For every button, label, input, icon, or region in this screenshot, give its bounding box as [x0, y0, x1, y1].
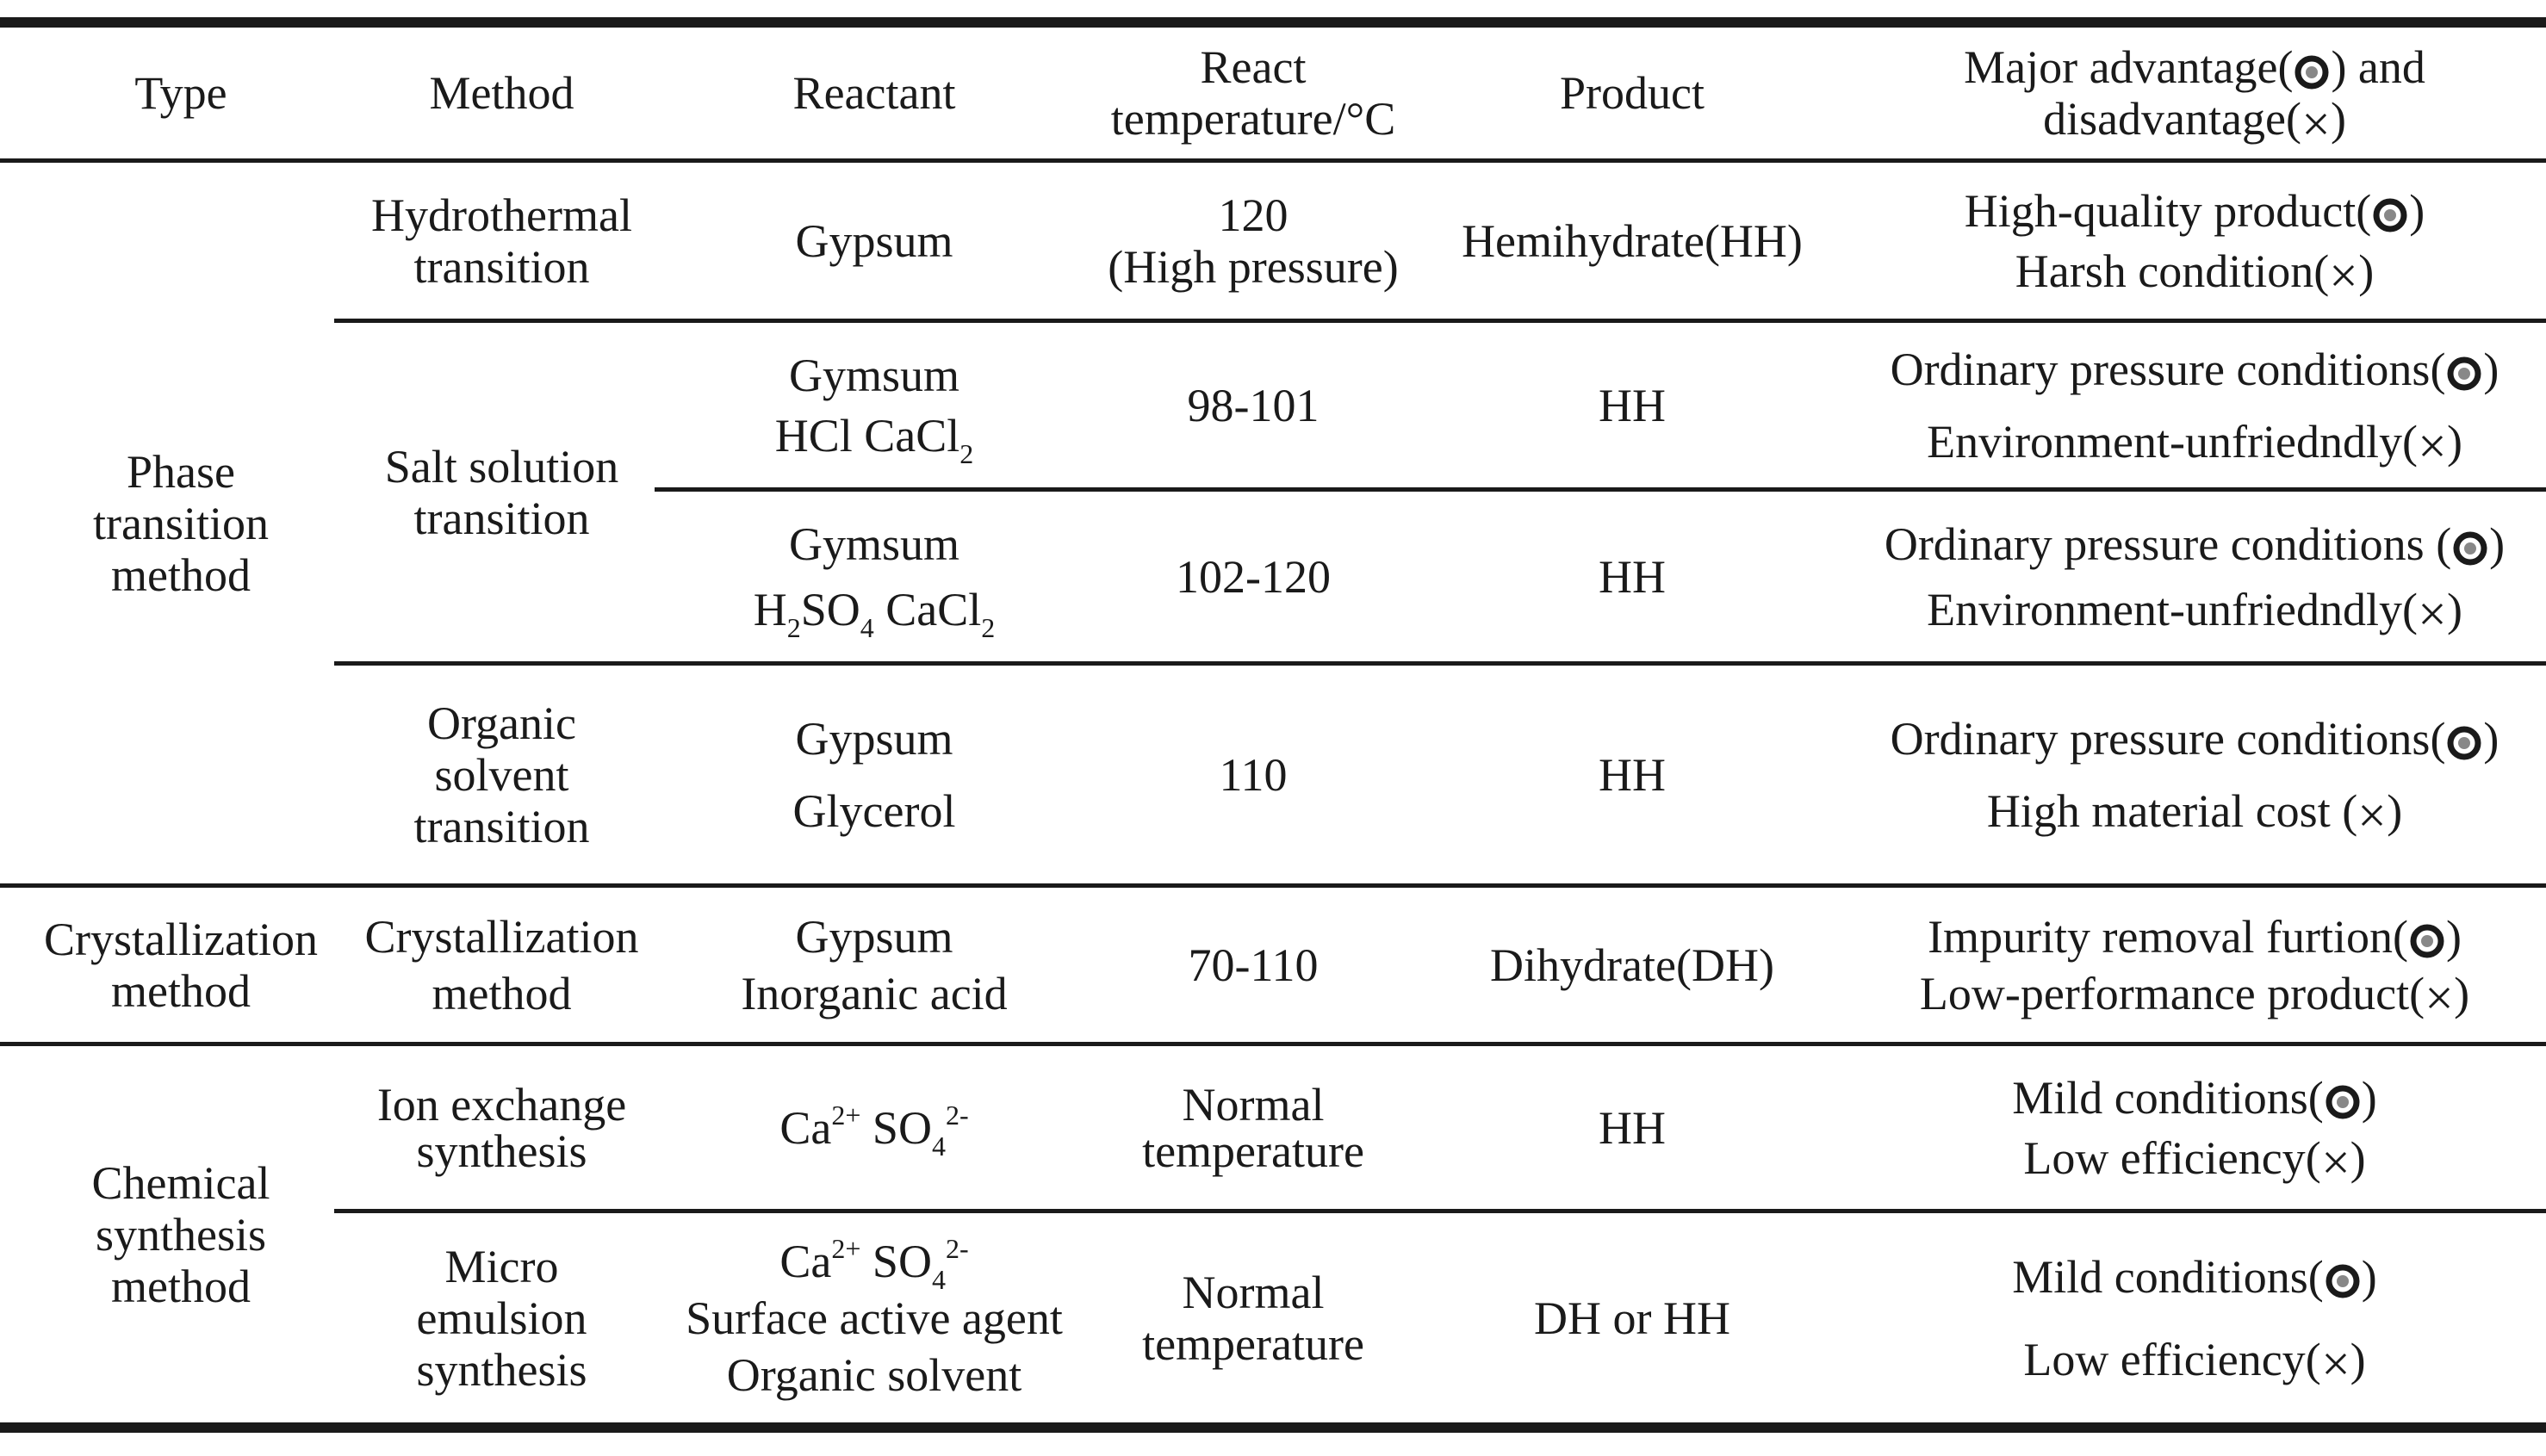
disadvantage-cross-icon	[2425, 983, 2454, 1013]
row0-method: Hydrothermal transition	[371, 189, 632, 293]
row3-method: Organic solvent transition	[413, 697, 590, 852]
row6-advantage: Mild conditions( ) Low efficiency( )	[2012, 1250, 2377, 1385]
row5-reactant: $Ca^{2+}$ $SO_4^{2-}$	[779, 1099, 969, 1162]
type-chemical-synthesis: Chemical synthesis method	[91, 1156, 270, 1312]
row2-advantage: Ordinary pressure conditions ( ) Environment-unfriedndly( )	[1884, 517, 2506, 635]
advantage-circle-icon	[2371, 196, 2409, 234]
row6-method: Micro emulsion synthesis	[416, 1240, 587, 1396]
disadvantage-cross-icon	[2418, 599, 2447, 629]
type-crystallization: Crystallization method	[44, 913, 318, 1017]
advantage-circle-icon	[2324, 1262, 2362, 1300]
row4-temperature: 70-110	[1188, 939, 1319, 991]
advantage-circle-icon	[2408, 922, 2446, 960]
row0-reactant: Gypsum	[795, 214, 953, 267]
row5-method: Ion exchange synthesis	[376, 1078, 627, 1177]
disadvantage-cross-icon	[2321, 1148, 2350, 1177]
row3-reactant: Gypsum Glycerol	[792, 712, 956, 837]
row0-product: Hemihydrate(HH)	[1462, 214, 1803, 267]
advantage-circle-icon	[2324, 1083, 2362, 1121]
row3-advantage: Ordinary pressure conditions( ) High material cost ( )	[1890, 712, 2499, 837]
disadvantage-cross-icon	[2357, 801, 2387, 830]
header-product: Product	[1560, 67, 1705, 119]
row2-reactant: Gymsum $H_2SO_4$ CaCl$_2$	[753, 517, 996, 643]
type-phase-transition: Phase transition method	[93, 445, 269, 601]
row0-advantage: High-quality product( ) Harsh condition( )	[1964, 184, 2425, 297]
row4-reactant: Gypsum Inorganic acid	[741, 910, 1008, 1019]
row1-reactant: Gymsum HCl CaCl$_2$	[774, 349, 974, 469]
advantage-circle-icon	[2293, 53, 2331, 91]
row5-advantage: Mild conditions( ) Low efficiency( )	[2012, 1071, 2377, 1184]
header-reactant: Reactant	[792, 67, 956, 119]
disadvantage-cross-icon	[2329, 261, 2358, 290]
header-method: Method	[429, 67, 574, 119]
header-type: Type	[134, 67, 227, 119]
bottom-rule	[0, 1422, 2546, 1433]
disadvantage-cross-icon	[2301, 109, 2331, 139]
disadvantage-cross-icon	[2321, 1349, 2350, 1379]
advantage-circle-icon	[2451, 530, 2489, 567]
row4-product: Dihydrate(DH)	[1490, 939, 1774, 991]
row3-product: HH	[1599, 748, 1666, 801]
header-advantage: Major advantage( ) and disadvantage( )	[1964, 41, 2425, 145]
row6-temperature: Normal temperature	[1142, 1266, 1364, 1370]
row5-product: HH	[1599, 1101, 1666, 1154]
row2-product: HH	[1599, 550, 1666, 603]
disadvantage-cross-icon	[2418, 431, 2447, 461]
row4-advantage: Impurity removal furtion( ) Low-performance product( )	[1919, 910, 2470, 1019]
row3-temperature: 110	[1219, 748, 1288, 801]
advantage-circle-icon	[2445, 355, 2483, 393]
row6-reactant: $Ca^{2+}$ $SO_4^{2-}$ Surface active agent Organic solvent	[686, 1232, 1063, 1401]
top-rule	[0, 17, 2546, 28]
row1-temperature: 98-101	[1187, 379, 1320, 431]
row1-advantage: Ordinary pressure conditions( ) Environment-unfriedndly( )	[1890, 343, 2499, 468]
row5-temperature: Normal temperature	[1142, 1078, 1364, 1177]
row6-product: DH or HH	[1534, 1292, 1730, 1344]
row0-temperature: 120 (High pressure)	[1108, 189, 1399, 293]
advantage-circle-icon	[2445, 724, 2483, 762]
row4-method: Crystallization method	[364, 910, 639, 1019]
header-temperature: React temperature/°C	[1110, 41, 1396, 145]
row2-temperature: 102-120	[1176, 550, 1331, 603]
row1-product: HH	[1599, 379, 1666, 431]
salt-solution-method: Salt solution transition	[384, 440, 619, 544]
